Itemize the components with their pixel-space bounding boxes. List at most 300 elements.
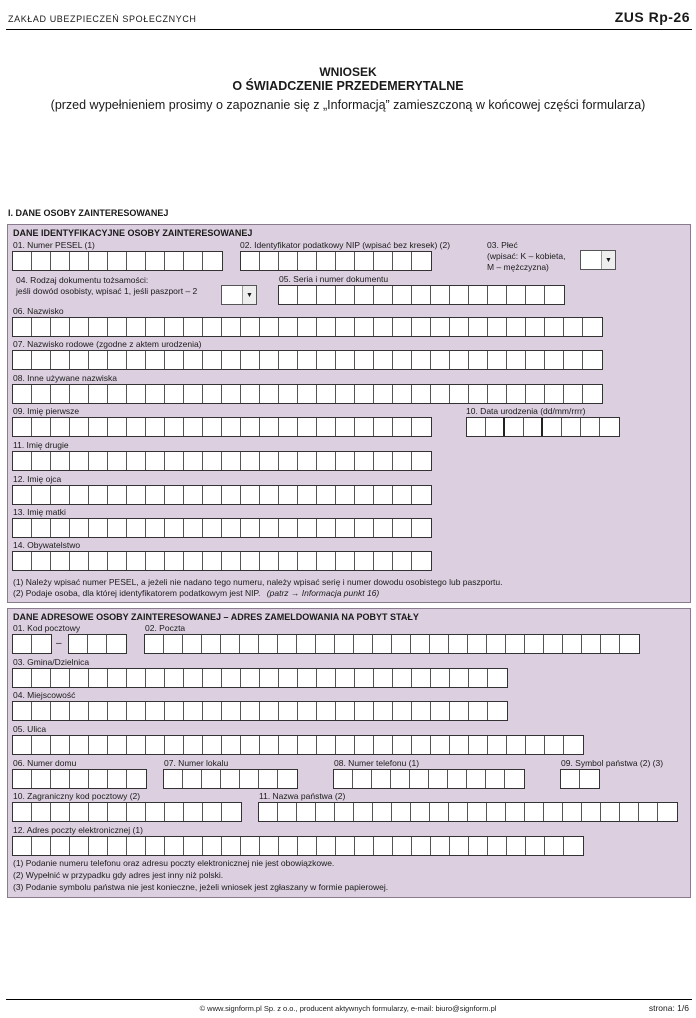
char-cell[interactable] xyxy=(165,669,184,687)
char-cell[interactable] xyxy=(450,736,469,754)
char-cell[interactable] xyxy=(412,318,431,336)
char-cell[interactable] xyxy=(222,552,241,570)
char-cell[interactable] xyxy=(374,418,393,436)
char-cell[interactable] xyxy=(13,452,32,470)
char-cell[interactable] xyxy=(32,452,51,470)
char-cell[interactable] xyxy=(412,552,431,570)
birth-surname-input[interactable] xyxy=(12,350,603,370)
char-cell[interactable] xyxy=(70,486,89,504)
char-cell[interactable] xyxy=(355,351,374,369)
char-cell[interactable] xyxy=(108,702,127,720)
char-cell[interactable] xyxy=(562,418,581,436)
country-symbol-input[interactable] xyxy=(560,769,600,789)
char-cell[interactable] xyxy=(51,702,70,720)
char-cell[interactable] xyxy=(51,837,70,855)
char-cell[interactable] xyxy=(412,669,431,687)
char-cell[interactable] xyxy=(545,286,564,304)
char-cell[interactable] xyxy=(316,803,335,821)
char-cell[interactable] xyxy=(336,286,355,304)
char-cell[interactable] xyxy=(240,635,259,653)
char-cell[interactable] xyxy=(32,770,51,788)
char-cell[interactable] xyxy=(146,318,165,336)
char-cell[interactable] xyxy=(241,736,260,754)
char-cell[interactable] xyxy=(316,635,335,653)
char-cell[interactable] xyxy=(32,736,51,754)
char-cell[interactable] xyxy=(581,418,600,436)
first-name-input[interactable] xyxy=(12,417,432,437)
char-cell[interactable] xyxy=(260,736,279,754)
char-cell[interactable] xyxy=(69,635,88,653)
char-cell[interactable] xyxy=(241,452,260,470)
doc-number-input[interactable] xyxy=(278,285,565,305)
char-cell[interactable] xyxy=(279,552,298,570)
char-cell[interactable] xyxy=(561,770,580,788)
char-cell[interactable] xyxy=(51,519,70,537)
char-cell[interactable] xyxy=(279,702,298,720)
char-cell[interactable] xyxy=(127,486,146,504)
char-cell[interactable] xyxy=(393,702,412,720)
char-cell[interactable] xyxy=(184,486,203,504)
char-cell[interactable] xyxy=(355,286,374,304)
char-cell[interactable] xyxy=(203,385,222,403)
char-cell[interactable] xyxy=(412,519,431,537)
char-cell[interactable] xyxy=(70,702,89,720)
char-cell[interactable] xyxy=(298,351,317,369)
char-cell[interactable] xyxy=(355,736,374,754)
birth-date-input[interactable] xyxy=(466,417,620,437)
char-cell[interactable] xyxy=(298,519,317,537)
char-cell[interactable] xyxy=(70,452,89,470)
char-cell[interactable] xyxy=(373,635,392,653)
char-cell[interactable] xyxy=(336,351,355,369)
char-cell[interactable] xyxy=(279,669,298,687)
char-cell[interactable] xyxy=(336,736,355,754)
char-cell[interactable] xyxy=(431,736,450,754)
char-cell[interactable] xyxy=(279,385,298,403)
char-cell[interactable] xyxy=(108,351,127,369)
char-cell[interactable] xyxy=(127,736,146,754)
char-cell[interactable] xyxy=(355,552,374,570)
char-cell[interactable] xyxy=(89,385,108,403)
char-cell[interactable] xyxy=(450,318,469,336)
char-cell[interactable] xyxy=(51,736,70,754)
char-cell[interactable] xyxy=(411,803,430,821)
char-cell[interactable] xyxy=(298,286,317,304)
char-cell[interactable] xyxy=(89,669,108,687)
char-cell[interactable] xyxy=(32,519,51,537)
char-cell[interactable] xyxy=(146,803,165,821)
char-cell[interactable] xyxy=(221,770,240,788)
char-cell[interactable] xyxy=(374,452,393,470)
char-cell[interactable] xyxy=(411,635,430,653)
char-cell[interactable] xyxy=(374,486,393,504)
char-cell[interactable] xyxy=(146,519,165,537)
char-cell[interactable] xyxy=(203,252,222,270)
char-cell[interactable] xyxy=(222,418,241,436)
char-cell[interactable] xyxy=(526,385,545,403)
char-cell[interactable] xyxy=(393,452,412,470)
char-cell[interactable] xyxy=(450,669,469,687)
char-cell[interactable] xyxy=(51,486,70,504)
char-cell[interactable] xyxy=(298,486,317,504)
char-cell[interactable] xyxy=(391,770,410,788)
char-cell[interactable] xyxy=(127,318,146,336)
char-cell[interactable] xyxy=(13,770,32,788)
postal-code-input-1[interactable] xyxy=(12,634,52,654)
char-cell[interactable] xyxy=(374,519,393,537)
char-cell[interactable] xyxy=(298,702,317,720)
char-cell[interactable] xyxy=(146,252,165,270)
char-cell[interactable] xyxy=(545,736,564,754)
char-cell[interactable] xyxy=(469,351,488,369)
char-cell[interactable] xyxy=(278,770,297,788)
char-cell[interactable] xyxy=(412,418,431,436)
char-cell[interactable] xyxy=(469,702,488,720)
char-cell[interactable] xyxy=(184,452,203,470)
char-cell[interactable] xyxy=(564,736,583,754)
char-cell[interactable] xyxy=(431,702,450,720)
char-cell[interactable] xyxy=(70,318,89,336)
char-cell[interactable] xyxy=(353,770,372,788)
char-cell[interactable] xyxy=(32,552,51,570)
char-cell[interactable] xyxy=(583,318,602,336)
char-cell[interactable] xyxy=(564,351,583,369)
char-cell[interactable] xyxy=(355,418,374,436)
char-cell[interactable] xyxy=(13,486,32,504)
father-name-input[interactable] xyxy=(12,485,432,505)
char-cell[interactable] xyxy=(108,837,127,855)
char-cell[interactable] xyxy=(393,318,412,336)
char-cell[interactable] xyxy=(203,519,222,537)
char-cell[interactable] xyxy=(355,837,374,855)
char-cell[interactable] xyxy=(108,736,127,754)
char-cell[interactable] xyxy=(165,486,184,504)
char-cell[interactable] xyxy=(392,635,411,653)
char-cell[interactable] xyxy=(127,452,146,470)
apartment-no-input[interactable] xyxy=(163,769,298,789)
char-cell[interactable] xyxy=(545,385,564,403)
char-cell[interactable] xyxy=(222,837,241,855)
char-cell[interactable] xyxy=(468,635,487,653)
char-cell[interactable] xyxy=(279,519,298,537)
sex-select-field[interactable] xyxy=(581,251,601,269)
post-office-input[interactable] xyxy=(144,634,640,654)
char-cell[interactable] xyxy=(32,252,51,270)
char-cell[interactable] xyxy=(241,702,260,720)
char-cell[interactable] xyxy=(526,318,545,336)
char-cell[interactable] xyxy=(165,351,184,369)
char-cell[interactable] xyxy=(89,351,108,369)
char-cell[interactable] xyxy=(582,635,601,653)
char-cell[interactable] xyxy=(13,702,32,720)
char-cell[interactable] xyxy=(507,318,526,336)
char-cell[interactable] xyxy=(203,318,222,336)
char-cell[interactable] xyxy=(89,252,108,270)
char-cell[interactable] xyxy=(488,286,507,304)
char-cell[interactable] xyxy=(374,669,393,687)
phone-input[interactable] xyxy=(333,769,525,789)
char-cell[interactable] xyxy=(412,252,431,270)
char-cell[interactable] xyxy=(658,803,677,821)
char-cell[interactable] xyxy=(108,452,127,470)
char-cell[interactable] xyxy=(241,669,260,687)
char-cell[interactable] xyxy=(564,837,583,855)
char-cell[interactable] xyxy=(127,837,146,855)
char-cell[interactable] xyxy=(488,736,507,754)
char-cell[interactable] xyxy=(279,486,298,504)
char-cell[interactable] xyxy=(70,669,89,687)
char-cell[interactable] xyxy=(278,635,297,653)
char-cell[interactable] xyxy=(260,486,279,504)
chevron-down-icon[interactable]: ▼ xyxy=(242,286,256,304)
char-cell[interactable] xyxy=(317,385,336,403)
char-cell[interactable] xyxy=(431,837,450,855)
char-cell[interactable] xyxy=(203,486,222,504)
char-cell[interactable] xyxy=(260,385,279,403)
char-cell[interactable] xyxy=(373,803,392,821)
char-cell[interactable] xyxy=(449,803,468,821)
char-cell[interactable] xyxy=(13,252,32,270)
char-cell[interactable] xyxy=(260,669,279,687)
char-cell[interactable] xyxy=(164,635,183,653)
char-cell[interactable] xyxy=(89,418,108,436)
char-cell[interactable] xyxy=(32,486,51,504)
char-cell[interactable] xyxy=(317,519,336,537)
char-cell[interactable] xyxy=(505,770,524,788)
char-cell[interactable] xyxy=(412,702,431,720)
other-names-input[interactable] xyxy=(12,384,603,404)
char-cell[interactable] xyxy=(450,702,469,720)
char-cell[interactable] xyxy=(430,803,449,821)
char-cell[interactable] xyxy=(412,837,431,855)
char-cell[interactable] xyxy=(412,385,431,403)
char-cell[interactable] xyxy=(317,486,336,504)
char-cell[interactable] xyxy=(184,702,203,720)
locality-input[interactable] xyxy=(12,701,508,721)
char-cell[interactable] xyxy=(70,351,89,369)
char-cell[interactable] xyxy=(469,286,488,304)
char-cell[interactable] xyxy=(184,736,203,754)
doc-type-select-field[interactable] xyxy=(222,286,242,304)
char-cell[interactable] xyxy=(13,837,32,855)
citizenship-input[interactable] xyxy=(12,551,432,571)
char-cell[interactable] xyxy=(412,452,431,470)
char-cell[interactable] xyxy=(89,803,108,821)
char-cell[interactable] xyxy=(374,702,393,720)
char-cell[interactable] xyxy=(241,351,260,369)
char-cell[interactable] xyxy=(336,702,355,720)
char-cell[interactable] xyxy=(449,635,468,653)
char-cell[interactable] xyxy=(32,385,51,403)
char-cell[interactable] xyxy=(469,669,488,687)
char-cell[interactable] xyxy=(393,286,412,304)
char-cell[interactable] xyxy=(279,286,298,304)
mother-name-input[interactable] xyxy=(12,518,432,538)
char-cell[interactable] xyxy=(393,351,412,369)
char-cell[interactable] xyxy=(32,669,51,687)
char-cell[interactable] xyxy=(393,736,412,754)
char-cell[interactable] xyxy=(145,635,164,653)
nip-input[interactable] xyxy=(240,251,432,271)
char-cell[interactable] xyxy=(260,702,279,720)
char-cell[interactable] xyxy=(203,351,222,369)
char-cell[interactable] xyxy=(486,770,505,788)
char-cell[interactable] xyxy=(317,286,336,304)
char-cell[interactable] xyxy=(108,385,127,403)
char-cell[interactable] xyxy=(317,452,336,470)
char-cell[interactable] xyxy=(127,519,146,537)
char-cell[interactable] xyxy=(70,519,89,537)
char-cell[interactable] xyxy=(317,837,336,855)
char-cell[interactable] xyxy=(564,318,583,336)
char-cell[interactable] xyxy=(202,635,221,653)
char-cell[interactable] xyxy=(336,318,355,336)
char-cell[interactable] xyxy=(89,519,108,537)
char-cell[interactable] xyxy=(297,635,316,653)
char-cell[interactable] xyxy=(70,770,89,788)
char-cell[interactable] xyxy=(89,318,108,336)
char-cell[interactable] xyxy=(279,418,298,436)
char-cell[interactable] xyxy=(146,486,165,504)
char-cell[interactable] xyxy=(241,252,260,270)
char-cell[interactable] xyxy=(127,702,146,720)
char-cell[interactable] xyxy=(431,318,450,336)
street-input[interactable] xyxy=(12,735,584,755)
char-cell[interactable] xyxy=(488,351,507,369)
char-cell[interactable] xyxy=(583,385,602,403)
char-cell[interactable] xyxy=(260,519,279,537)
email-input[interactable] xyxy=(12,836,584,856)
char-cell[interactable] xyxy=(298,552,317,570)
char-cell[interactable] xyxy=(467,770,486,788)
char-cell[interactable] xyxy=(564,385,583,403)
char-cell[interactable] xyxy=(108,519,127,537)
char-cell[interactable] xyxy=(507,351,526,369)
char-cell[interactable] xyxy=(583,351,602,369)
char-cell[interactable] xyxy=(89,452,108,470)
char-cell[interactable] xyxy=(393,252,412,270)
char-cell[interactable] xyxy=(13,669,32,687)
char-cell[interactable] xyxy=(469,736,488,754)
char-cell[interactable] xyxy=(374,837,393,855)
char-cell[interactable] xyxy=(108,803,127,821)
char-cell[interactable] xyxy=(108,669,127,687)
char-cell[interactable] xyxy=(203,669,222,687)
char-cell[interactable] xyxy=(260,452,279,470)
char-cell[interactable] xyxy=(221,635,240,653)
char-cell[interactable] xyxy=(127,803,146,821)
char-cell[interactable] xyxy=(165,803,184,821)
char-cell[interactable] xyxy=(374,351,393,369)
char-cell[interactable] xyxy=(259,770,278,788)
char-cell[interactable] xyxy=(355,385,374,403)
char-cell[interactable] xyxy=(203,702,222,720)
char-cell[interactable] xyxy=(298,736,317,754)
char-cell[interactable] xyxy=(431,286,450,304)
char-cell[interactable] xyxy=(431,669,450,687)
char-cell[interactable] xyxy=(127,669,146,687)
char-cell[interactable] xyxy=(526,351,545,369)
char-cell[interactable] xyxy=(336,669,355,687)
char-cell[interactable] xyxy=(639,803,658,821)
second-name-input[interactable] xyxy=(12,451,432,471)
char-cell[interactable] xyxy=(108,318,127,336)
char-cell[interactable] xyxy=(165,736,184,754)
char-cell[interactable] xyxy=(260,418,279,436)
char-cell[interactable] xyxy=(51,770,70,788)
char-cell[interactable] xyxy=(89,770,108,788)
char-cell[interactable] xyxy=(469,318,488,336)
char-cell[interactable] xyxy=(165,837,184,855)
char-cell[interactable] xyxy=(240,770,259,788)
char-cell[interactable] xyxy=(51,552,70,570)
char-cell[interactable] xyxy=(184,803,203,821)
char-cell[interactable] xyxy=(334,770,353,788)
char-cell[interactable] xyxy=(164,770,183,788)
char-cell[interactable] xyxy=(259,803,278,821)
char-cell[interactable] xyxy=(488,837,507,855)
char-cell[interactable] xyxy=(279,837,298,855)
char-cell[interactable] xyxy=(601,635,620,653)
char-cell[interactable] xyxy=(184,385,203,403)
char-cell[interactable] xyxy=(184,351,203,369)
char-cell[interactable] xyxy=(374,552,393,570)
char-cell[interactable] xyxy=(450,385,469,403)
char-cell[interactable] xyxy=(355,452,374,470)
char-cell[interactable] xyxy=(222,519,241,537)
char-cell[interactable] xyxy=(89,837,108,855)
char-cell[interactable] xyxy=(32,635,51,653)
char-cell[interactable] xyxy=(241,837,260,855)
char-cell[interactable] xyxy=(507,837,526,855)
char-cell[interactable] xyxy=(317,351,336,369)
char-cell[interactable] xyxy=(165,385,184,403)
char-cell[interactable] xyxy=(13,385,32,403)
sex-select[interactable] xyxy=(580,250,616,270)
char-cell[interactable] xyxy=(13,418,32,436)
char-cell[interactable] xyxy=(13,351,32,369)
char-cell[interactable] xyxy=(146,418,165,436)
char-cell[interactable] xyxy=(51,318,70,336)
char-cell[interactable] xyxy=(488,318,507,336)
char-cell[interactable] xyxy=(374,318,393,336)
char-cell[interactable] xyxy=(241,519,260,537)
char-cell[interactable] xyxy=(202,770,221,788)
char-cell[interactable] xyxy=(620,803,639,821)
char-cell[interactable] xyxy=(354,635,373,653)
char-cell[interactable] xyxy=(448,770,467,788)
char-cell[interactable] xyxy=(336,837,355,855)
char-cell[interactable] xyxy=(582,803,601,821)
char-cell[interactable] xyxy=(355,318,374,336)
char-cell[interactable] xyxy=(545,318,564,336)
char-cell[interactable] xyxy=(526,837,545,855)
char-cell[interactable] xyxy=(51,669,70,687)
char-cell[interactable] xyxy=(51,385,70,403)
char-cell[interactable] xyxy=(260,351,279,369)
char-cell[interactable] xyxy=(222,385,241,403)
char-cell[interactable] xyxy=(450,351,469,369)
char-cell[interactable] xyxy=(507,286,526,304)
char-cell[interactable] xyxy=(393,837,412,855)
char-cell[interactable] xyxy=(412,736,431,754)
char-cell[interactable] xyxy=(468,803,487,821)
char-cell[interactable] xyxy=(165,552,184,570)
char-cell[interactable] xyxy=(335,803,354,821)
char-cell[interactable] xyxy=(127,552,146,570)
char-cell[interactable] xyxy=(222,669,241,687)
char-cell[interactable] xyxy=(430,635,449,653)
